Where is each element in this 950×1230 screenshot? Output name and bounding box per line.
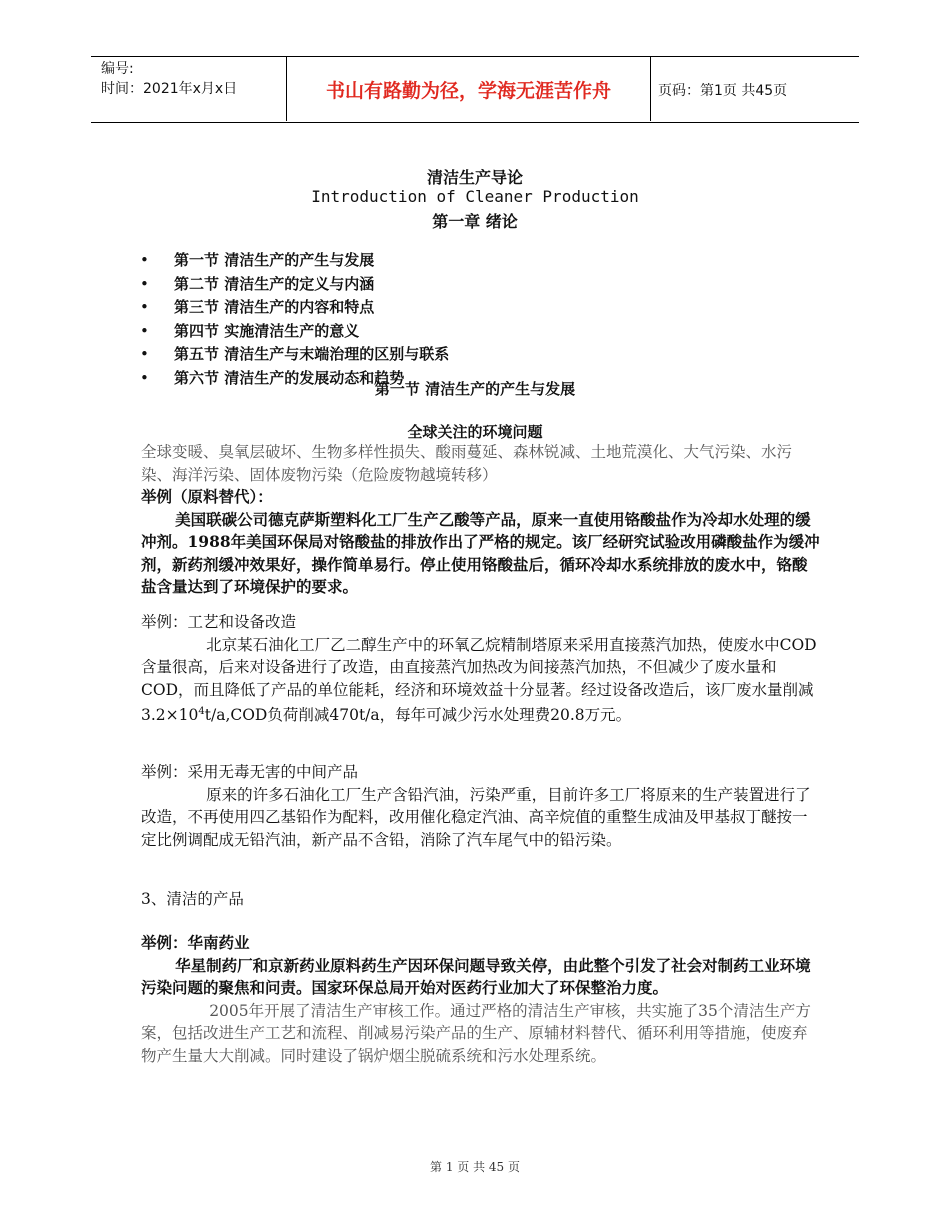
- list-item: [140, 249, 449, 273]
- list-item: [140, 296, 449, 320]
- section-label: 第一节 清洁生产的产生与发展: [174, 251, 375, 269]
- bullet-icon: •: [140, 298, 149, 316]
- example-process-equipment: [141, 611, 821, 727]
- chapter-title: 第一章 绪论: [432, 212, 518, 231]
- list-item: [140, 343, 449, 367]
- example-south-china-pharma: [141, 932, 821, 1067]
- example-heading: 举例：工艺和设备改造: [141, 613, 297, 631]
- bullet-icon: •: [140, 251, 149, 269]
- section-list: [140, 249, 449, 390]
- bullet-icon: •: [140, 368, 149, 387]
- header-bottom-rule: [91, 122, 859, 123]
- example-heading: 举例（原料替代）：: [141, 487, 273, 506]
- section-label: 第四节 实施清洁生产的意义: [174, 321, 360, 340]
- example-body: 原来的许多石油化工厂生产含铅汽油，污染严重，目前许多工厂将原来的生产装置进行了改造，不再使用四乙基铅作为配料，改用催化稳定汽油、高辛烷值的重整生成油及甲基叔丁醚按一定比例调配成无铅汽油，新产品不含铅，消除了汽车尾气中的铅污染。: [141, 785, 811, 849]
- item-label: 3、清洁的产品: [141, 890, 244, 908]
- subsection-heading: 全球关注的环境问题: [407, 423, 543, 441]
- page-footer: 第 1 页 共 45 页: [430, 1160, 520, 1174]
- bullet-icon: •: [140, 345, 149, 363]
- section-label: 第三节 清洁生产的内容和特点: [174, 298, 375, 316]
- number-label: 编号:: [101, 61, 134, 77]
- doc-title-english: Introduction of Cleaner Production: [311, 187, 639, 206]
- example-raw-material: [141, 486, 821, 599]
- example-body: 北京某石油化工厂乙二醇生产中的环氧乙烷精制塔原来采用直接蒸汽加热，使废水中COD含量很高，后来对设备进行了改造，由直接蒸汽加热改为间接蒸汽加热，不但减少了废水量和COD，而且降低了产品的单位能耗，经济和环境效益十分显著。经过设备改造后，该厂废水量削减$3.2\times 10^4t/a,COD$负荷削减470t/a，每年可减少污水处理费20.8万元。: [141, 635, 817, 725]
- example-body: 华星制药厂和京新药业原料药生产因环保问题导致关停，由此整个引发了社会对制药工业环境污染问题的聚焦和问责。国家环保总局开始对医药行业加大了环保整治力度。: [141, 955, 811, 997]
- bullet-icon: •: [140, 321, 149, 340]
- list-item: [140, 320, 449, 344]
- example-body-secondary: 2005年开展了清洁生产审核工作。通过严格的清洁生产审核，共实施了35个清洁生产方案，包括改进生产工艺和流程、削减易污染产品的生产、原辅材料替代、循环利用等措施，使废弃物产生量大大削减。同时建设了锅炉烟尘脱硫系统和污水处理系统。: [141, 1001, 811, 1065]
- bullet-icon: •: [140, 274, 149, 293]
- global-issues-text: [141, 441, 821, 486]
- header-motto: 书山有路勤为径，学海无涯苦作舟: [286, 57, 651, 121]
- doc-title: 清洁生产导论: [426, 168, 523, 187]
- header-meta: [101, 59, 281, 99]
- example-heading: 举例：采用无毒无害的中间产品: [141, 763, 359, 781]
- global-issues-paragraph: 全球变暖、臭氧层破坏、生物多样性损失、酸雨蔓延、森林锐减、土地荒漠化、大气污染、水污染、海洋污染、固体废物污染（危险废物越境转移）: [141, 443, 793, 484]
- example-nontoxic-intermediate: [141, 761, 821, 851]
- clean-product-heading: [141, 888, 821, 911]
- example-body: 美国联碳公司德克萨斯塑料化工厂生产乙酸等产品，原来一直使用铬酸盐作为冷却水处理的缓冲剂。1988年美国环保局对铬酸盐的排放作出了严格的规定。该厂经研究试验改用磷酸盐作为缓冲剂，新药剂缓冲效果好，操作简单易行。停止使用铬酸盐后，循环冷却水系统排放的废水中，铬酸盐含量达到了环境保护的要求。: [141, 509, 820, 596]
- section-label: 第六节 清洁生产的发展动态和趋势: [174, 368, 405, 387]
- time-label: 时间：2021年x月x日: [101, 81, 238, 97]
- section-heading: 第一节 清洁生产的产生与发展: [374, 380, 576, 398]
- section-label: 第五节 清洁生产与末端治理的区别与联系: [174, 345, 450, 363]
- list-item: [140, 273, 449, 297]
- section-label: 第二节 清洁生产的定义与内涵: [174, 274, 375, 293]
- example-heading: 举例：华南药业: [141, 933, 250, 952]
- header-page-label: 页码：第1页 共45页: [658, 83, 788, 99]
